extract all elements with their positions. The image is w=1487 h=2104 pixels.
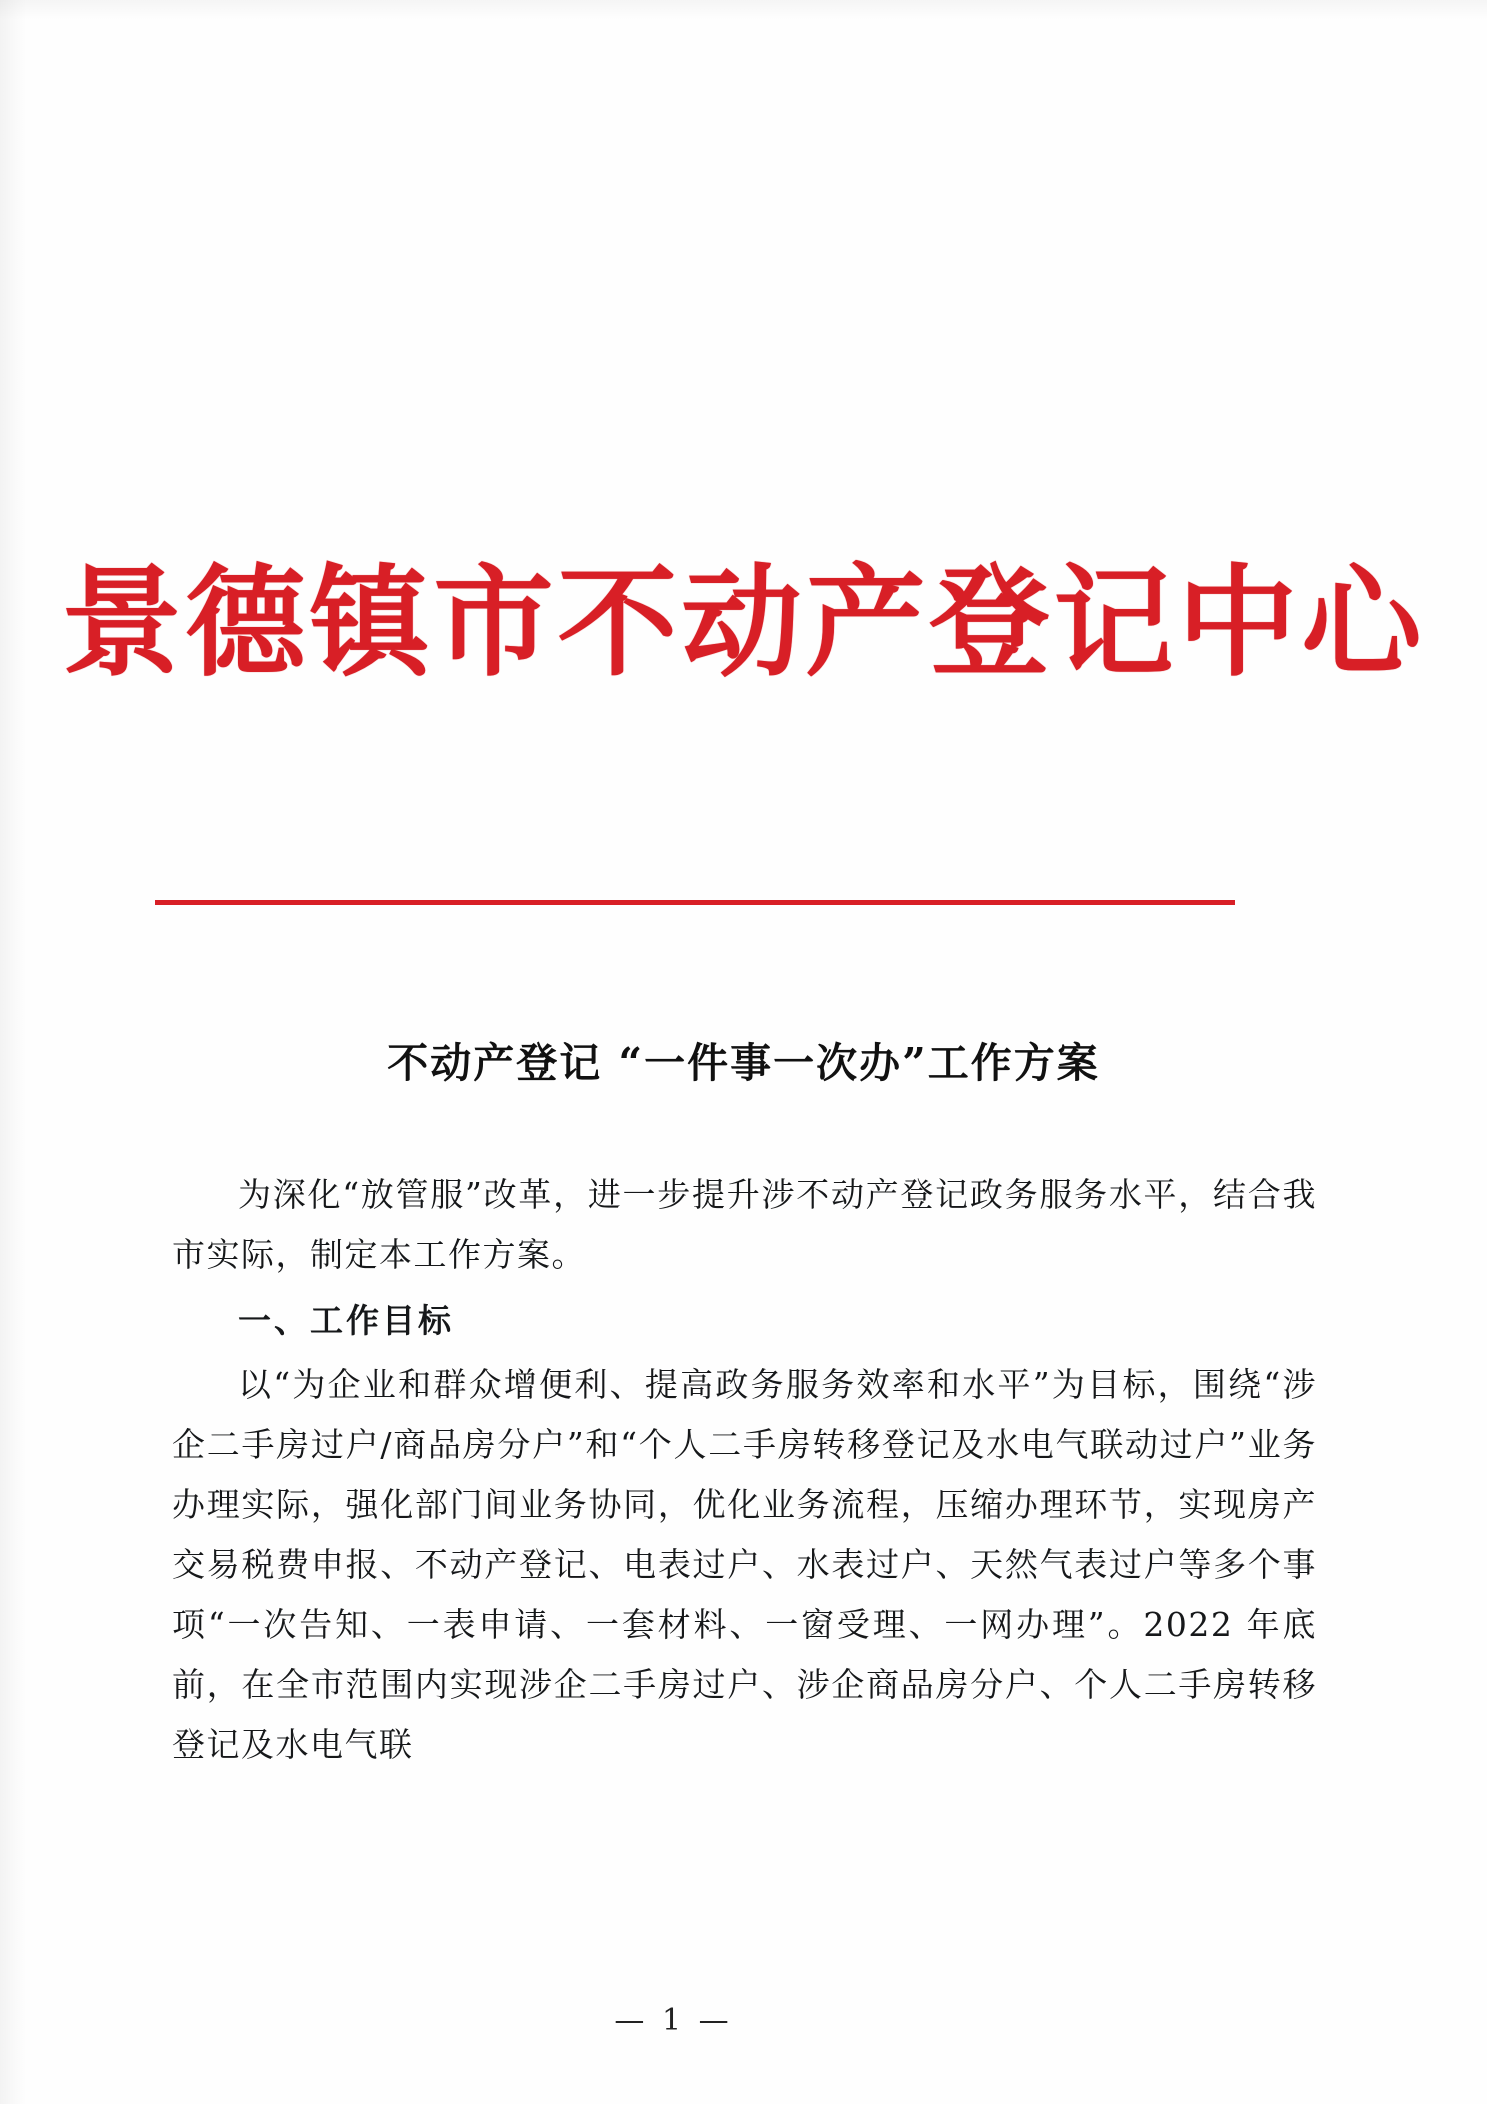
letterhead-masthead	[0, 552, 1487, 693]
page-footer	[0, 2003, 1487, 2038]
paragraph-work-goals: 以“为企业和群众增便利、提高政务服务效率和水平”为目标，围绕“涉企二手房过户/商品房分户”和“个人二手房转移登记及水电气联动过户”业务办理实际，强化部门间业务协同，优化业务流程，压缩办理环节，实现房产交易税费申报、不动产登记、电表过户、水表过户、天然气表过户等多个事项“一次告知、一表申请、一套材料、一窗受理、一网办理”。2022 年底前，在全市范围内实现涉企二手房过户、涉企商品房分户、个人二手房转移登记及水电气联	[172, 1365, 1317, 1765]
page-number: — 1 —	[614, 2003, 733, 2038]
letterhead-divider-rule	[155, 900, 1235, 905]
scan-edge-shadow-top	[0, 0, 1487, 20]
document-title: 不动产登记 “一件事一次办”工作方案	[387, 1039, 1100, 1087]
paragraph-intro: 为深化“放管服”改革，进一步提升涉不动产登记政务服务水平，结合我市实际，制定本工作方案。	[172, 1175, 1317, 1275]
section-heading-work-goals: 一、工作目标	[238, 1301, 454, 1341]
document-body	[172, 1165, 1317, 1781]
letterhead-organization-name: 景德镇市不动产登记中心	[61, 552, 1426, 693]
